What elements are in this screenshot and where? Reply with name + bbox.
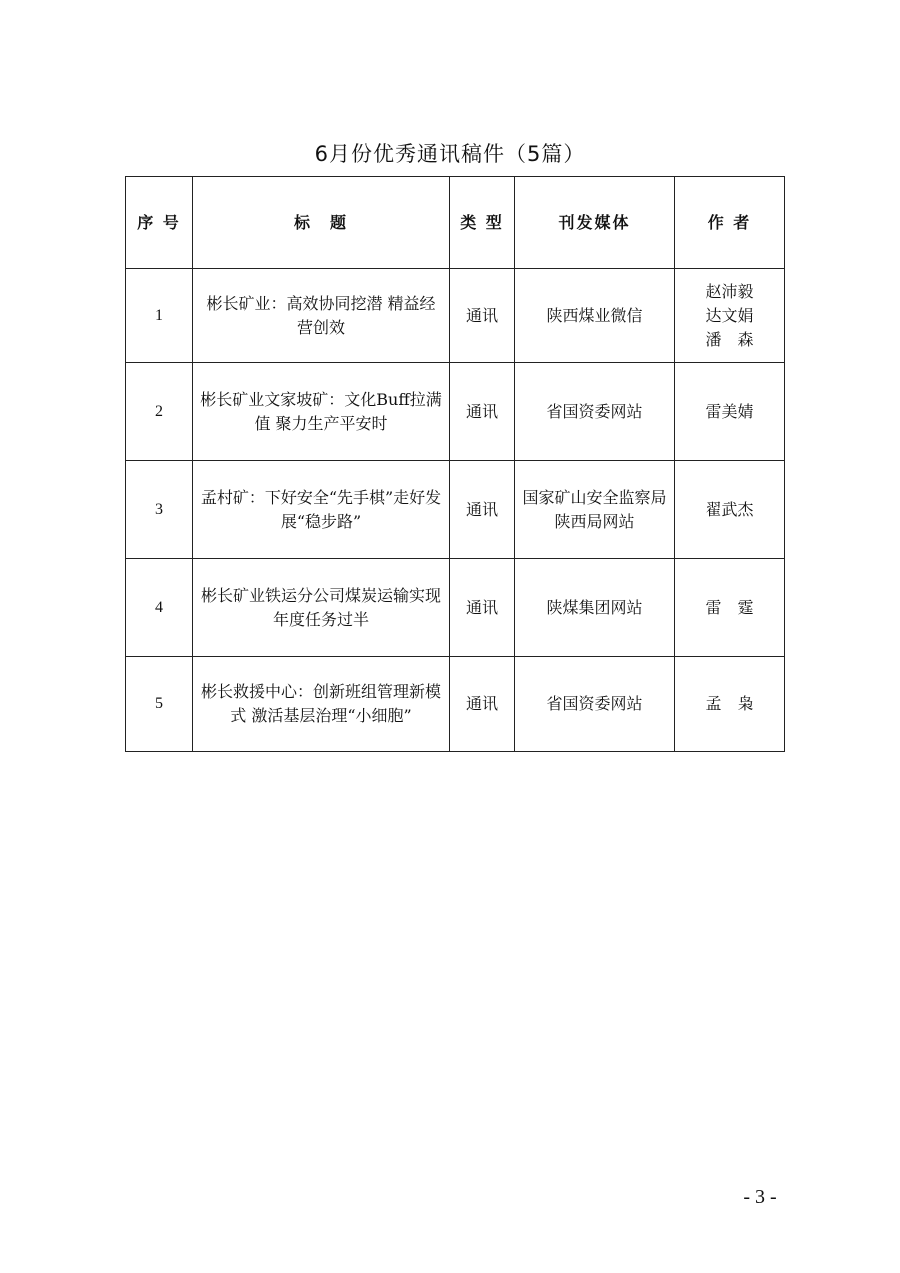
cell-author <box>675 559 785 657</box>
cell-title: 彬长矿业铁运分公司煤炭运输实现年度任务过半 <box>193 559 450 657</box>
cell-type: 通讯 <box>450 363 515 461</box>
table-row <box>126 559 785 657</box>
table-row <box>126 657 785 752</box>
cell-title: 孟村矿：下好安全“先手棋”走好发展“稳步路” <box>193 461 450 559</box>
cell-media: 国家矿山安全监察局陕西局网站 <box>515 461 675 559</box>
cell-media: 省国资委网站 <box>515 657 675 752</box>
header-type: 类 型 <box>450 177 515 269</box>
author-name: 潘 森 <box>705 329 754 349</box>
author-name: 孟 枭 <box>705 694 754 713</box>
cell-title: 彬长矿业：高效协同挖潜 精益经营创效 <box>193 269 450 363</box>
cell-title: 彬长救援中心：创新班组管理新模式 激活基层治理“小细胞” <box>193 657 450 752</box>
author-name: 翟武杰 <box>705 499 754 519</box>
cell-type: 通讯 <box>450 559 515 657</box>
cell-index: 3 <box>126 461 193 559</box>
cell-media: 陕西煤业微信 <box>515 269 675 363</box>
cell-index: 1 <box>126 269 193 363</box>
header-title: 标 题 <box>193 177 450 269</box>
page-number: - 3 - <box>743 1186 777 1208</box>
cell-index: 4 <box>126 559 193 657</box>
cell-type: 通讯 <box>450 657 515 752</box>
author-name: 雷 霆 <box>705 597 754 617</box>
author-name: 雷美婧 <box>705 401 754 421</box>
table-header-row <box>126 177 785 269</box>
cell-media: 省国资委网站 <box>515 363 675 461</box>
table-row <box>126 269 785 363</box>
header-media: 刊发媒体 <box>515 177 675 269</box>
header-author: 作 者 <box>675 177 785 269</box>
table-row <box>126 363 785 461</box>
cell-type: 通讯 <box>450 269 515 363</box>
author-name: 赵沛毅 <box>705 281 754 301</box>
author-name: 达文娟 <box>705 305 754 325</box>
table-body <box>126 269 785 752</box>
cell-index: 2 <box>126 363 193 461</box>
table-row <box>126 461 785 559</box>
articles-table <box>125 176 785 752</box>
header-index: 序 号 <box>126 177 193 269</box>
cell-title: 彬长矿业文家坡矿：文化Buff拉满值 聚力生产平安时 <box>193 363 450 461</box>
cell-index: 5 <box>126 657 193 752</box>
cell-author <box>675 461 785 559</box>
cell-author <box>675 363 785 461</box>
cell-author <box>675 657 785 752</box>
cell-media: 陕煤集团网站 <box>515 559 675 657</box>
cell-type: 通讯 <box>450 461 515 559</box>
cell-author <box>675 269 785 363</box>
page-title: 6月份优秀通讯稿件（5篇） <box>314 142 586 166</box>
